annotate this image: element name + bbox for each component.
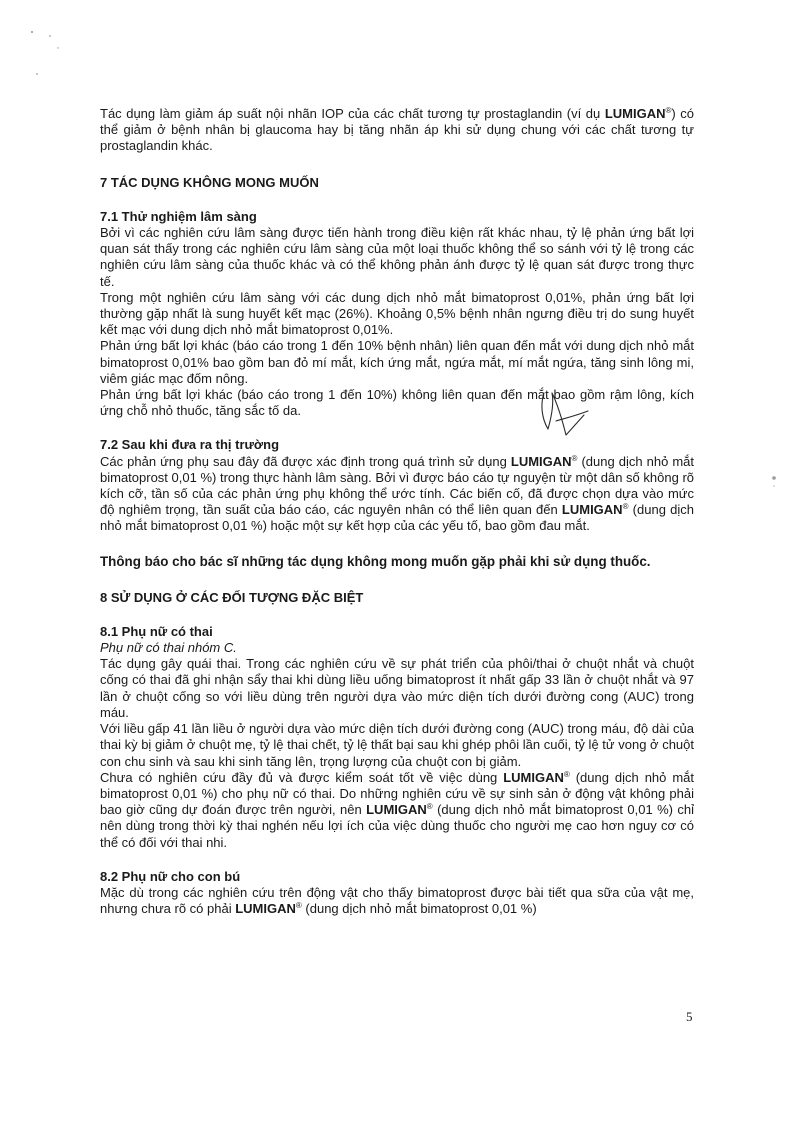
section-8-heading: 8 SỬ DỤNG Ở CÁC ĐỐI TƯỢNG ĐẶC BIỆT xyxy=(100,589,364,605)
subsection-8-2-heading: 8.2 Phụ nữ cho con bú xyxy=(100,868,241,884)
section-7-heading: 7 TÁC DỤNG KHÔNG MONG MUỐN xyxy=(100,174,319,190)
brand-name: LUMIGAN xyxy=(510,453,572,469)
page-number: 5 xyxy=(686,1009,693,1024)
paragraph: Mặc dù trong các nghiên cứu trên động vật cho thấy bimatoprost được bài tiết qua sữa của vật mẹ, nhưng chưa rõ có phải LUMIGAN® (dung dịch nhỏ mắt bimatoprost 0,01 %) xyxy=(100,884,694,917)
scan-speck-marks xyxy=(28,28,68,93)
brand-name: LUMIGAN xyxy=(604,106,666,121)
paragraph: Tác dụng gây quái thai. Trong các nghiên cứu về sự phát triển của phôi/thai ở chuột nhắt và chuột cống có thai đã ghi nhận sẩy thai khi dùng liều uống bimatoprost ít nhất gấp 33 lần ở chuột nhắt và 97 lần ở chuột cống so với liều dùng trên người dựa vào mức diện tích dưới đường cong (AUC) trong máu. xyxy=(100,656,694,720)
brand-name: LUMIGAN xyxy=(235,901,296,917)
brand-name: LUMIGAN xyxy=(503,769,564,785)
adverse-effects-notice: Thông báo cho bác sĩ những tác dụng không mong muốn gặp phải khi sử dụng thuốc. xyxy=(100,553,651,569)
pregnancy-category: Phụ nữ có thai nhóm C. xyxy=(100,640,237,656)
paragraph: Trong một nghiên cứu lâm sàng với các dung dịch nhỏ mắt bimatoprost 0,01%, phản ứng bất lợi thường gặp nhất là sung huyết kết mạc (26%). Khoảng 0,5% bệnh nhân ngưng điều trị do sung huyết kết mạc với dung dịch nhỏ mắt bimatoprost 0,01%. xyxy=(100,289,694,338)
brand-name: LUMIGAN xyxy=(561,502,623,518)
paragraph: Với liều gấp 41 lần liều ở người dựa vào mức diện tích dưới đường cong (AUC) trong máu, độ dài của thai kỳ bị giảm ở chuột mẹ, tỷ lệ thai chết, tỷ lệ thất bại sau khi ghép phôi lần cuối, tỷ lệ tử vong ở chuột con chu sinh và sau khi sinh tăng lên, trọng lượng của chuột con bị giảm. xyxy=(100,721,694,769)
handwritten-initials-signature xyxy=(532,385,592,450)
paragraph: Chưa có nghiên cứu đầy đủ và được kiểm soát tốt về việc dùng LUMIGAN® (dung dịch nhỏ mắt bimatoprost 0,01 %) cho phụ nữ có thai. Do những nghiên cứu về sự sinh sản ở động vật không phải bao giờ cũng dự đoán được trên người, nên LUMIGAN® (dung dịch nhỏ mắt bimatoprost 0,01 %) chỉ nên dùng trong thời kỳ thai nghén nếu lợi ích của việc dùng thuốc cho người mẹ cao hơn nguy cơ có thể có đối với thai nhi. xyxy=(100,769,695,850)
intro-paragraph: Tác dụng làm giảm áp suất nội nhãn IOP của các chất tương tự prostaglandin (ví dụ LUMIGAN®) có thể giảm ở bệnh nhân bị glaucoma hay bị tăng nhãn áp khi sử dụng chung với các chất tương tự prostaglandin khác. xyxy=(100,106,694,154)
brand-name: LUMIGAN xyxy=(366,802,427,818)
paragraph: Phản ứng bất lợi khác (báo cáo trong 1 đến 10%) không liên quan đến mắt bao gồm rậm lông, kích ứng chỗ nhỏ thuốc, tăng sắc tố da. xyxy=(100,387,694,419)
subsection-8-1-heading: 8.1 Phụ nữ có thai xyxy=(100,623,213,639)
paragraph: Các phản ứng phụ sau đây đã được xác định trong quá trình sử dụng LUMIGAN® (dung dịch nhỏ mắt bimatoprost 0,01 %) trong thực hành lâm sàng. Bởi vì được báo cáo tự nguyện từ một dân số không rõ kích cỡ, tần số của các phản ứng phụ không thể ước tính. Các biến cố, đã được chọn dựa vào mức độ nghiêm trọng, tần suất của báo cáo, các nguyên nhân có thể liên quan đến LUMIGAN® (dung dịch nhỏ mắt bimatoprost 0,01 %) hoặc một sự kết hợp của các yếu tố, bao gồm đau mắt. xyxy=(100,453,695,534)
scan-margin-mark xyxy=(768,472,780,507)
document-page xyxy=(100,106,694,917)
paragraph: Phản ứng bất lợi khác (báo cáo trong 1 đến 10% bệnh nhân) liên quan đến mắt với dung dịch nhỏ mắt bimatoprost 0,01% bao gồm ban đỏ mí mắt, kích ứng mắt, ngứa mắt, mí mắt ngứa, tăng sinh lông mi, viêm giác mạc đốm nông. xyxy=(100,338,694,386)
paragraph: Bởi vì các nghiên cứu lâm sàng được tiến hành trong điều kiện rất khác nhau, tỷ lệ phản ứng bất lợi quan sát thấy trong các nghiên cứu lâm sàng của một loại thuốc không thể so sánh với tỷ lệ trong các nghiên cứu lâm sàng của thuốc khác và có thể không phản ánh được tỷ lệ quan sát được trong thực tế. xyxy=(100,225,694,289)
subsection-7-1-heading: 7.1 Thử nghiệm lâm sàng xyxy=(100,208,257,224)
subsection-7-2-heading: 7.2 Sau khi đưa ra thị trường xyxy=(100,437,280,453)
